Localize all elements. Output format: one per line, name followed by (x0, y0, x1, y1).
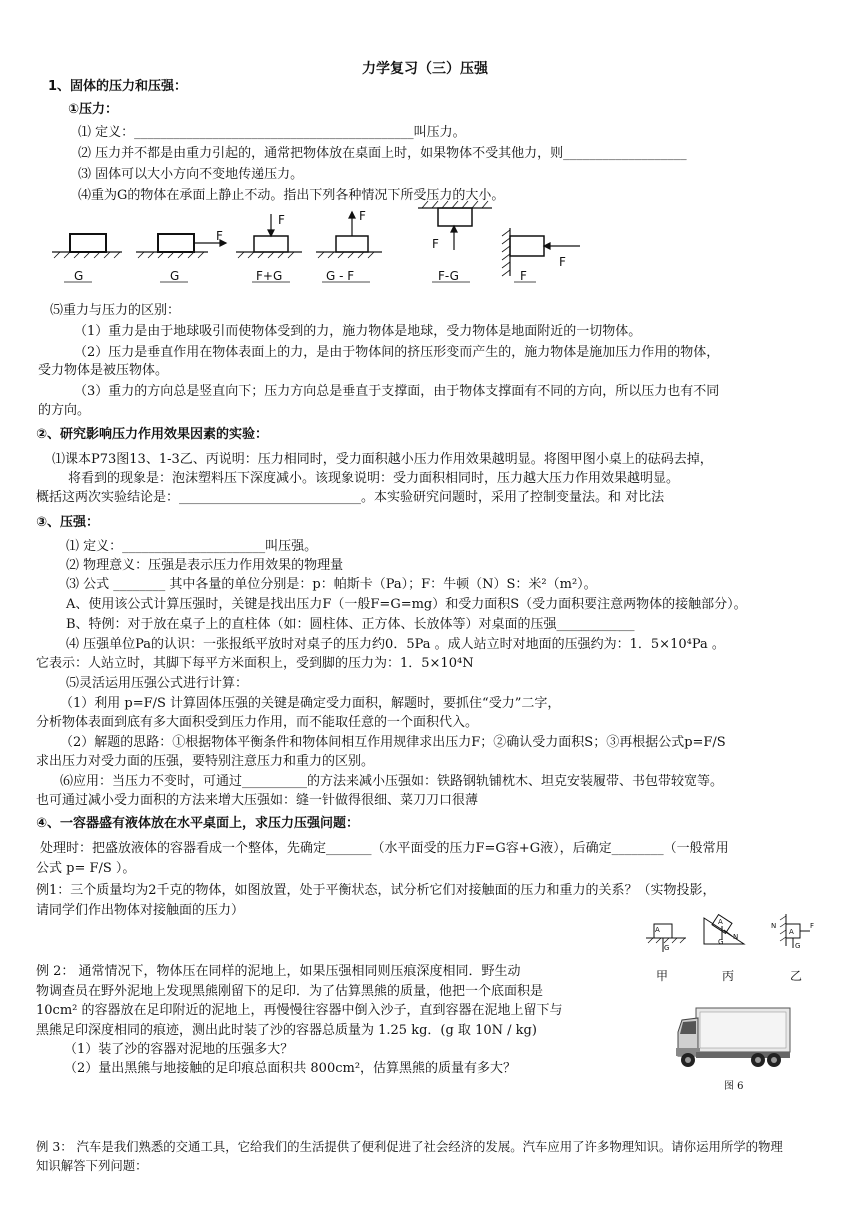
diff-line-4: （3）重力的方向总是竖直向下；压力方向总是垂直于支撑面，由于物体支撑面有不同的方向，所以压力也有不同 (74, 384, 720, 399)
diff-line-1: （1）重力是由于地球吸引而使物体受到的力，施力物体是地球，受力物体是地面附近的一切物体。 (74, 324, 642, 339)
subsection-pressure-force: ①压力： (68, 102, 119, 117)
s3-line-9: （1）利用 p=F/S 计算固体压强的关键是确定受力面积，解题时，要抓住“受力”二字， (60, 696, 561, 711)
pressure-force-diagrams (40, 200, 600, 286)
svg-text:G: G (664, 944, 670, 952)
s4-line-2: 公式 p= F/S ）。 (36, 861, 136, 876)
s3-line-8: ⑸灵活运用压强公式进行计算： (66, 676, 249, 691)
s3-line-3: ⑶ 公式 ________ 其中各量的单位分别是：p：帕斯卡（Pa）；F：牛顿（N）S：米²（m²）。 (66, 577, 597, 592)
ex1-line-2: 请同学们作出物体对接触面的压力） (36, 903, 245, 918)
s3-line-14: 也可通过减小受力面积的方法来增大压强如：缝一针做得很细、菜刀刀口很薄 (36, 793, 479, 808)
svg-text:G: G (718, 938, 724, 946)
fig-label-2: G (170, 269, 180, 283)
ex2-question-1: （1）装了沙的容器对泥地的压强多大？ (64, 1042, 294, 1057)
diff-line-2: （2）压力是垂直作用在物体表面上的力，是由于物体间的挤压形变而产生的，施力物体是施加压力作用的物体， (74, 345, 720, 360)
s3-line-2: ⑵ 物理意义：压强是表示压力作用效果的物理量 (66, 558, 344, 573)
ex2-question-2: （2）量出黑熊与地接触的足印痕总面积共 800cm²，估算黑熊的质量有多大？ (64, 1061, 517, 1076)
section-2-heading: ②、研究影响压力作用效果因素的实验： (36, 427, 269, 442)
svg-text:A: A (655, 926, 660, 934)
caption-bing: 丙 (722, 969, 735, 983)
ex2-line-1: 例 2： 通常情况下，物体压在同样的泥地上，如果压强相同则压痕深度相同．野生动 (36, 964, 521, 979)
ex1-line-1: 例1：三个质量均为2千克的物体，如图放置，处于平衡状态，试分析它们对接触面的压力和重力的关系？（实物投影， (36, 883, 716, 898)
fig-label-5: F-G (438, 269, 459, 283)
s3-line-11: （2）解题的思路：①根据物体平衡条件和物体间相互作用规律求出压力F；②确认受力面积S；③再根据公式p=F/S (60, 735, 726, 750)
svg-text:F: F (810, 922, 815, 930)
s2-line-3: 概括这两次实验结论是：____________________________。本实验研究问题时，采用了控制变量法。和 对比法 (36, 490, 665, 505)
svg-text:A: A (718, 918, 723, 926)
svg-text:F: F (432, 237, 439, 251)
svg-text:N: N (771, 922, 777, 930)
svg-text:N: N (733, 933, 739, 941)
s3-line-6: ⑷ 压强单位Pa的认识：一张报纸平放时对桌子的压力约0．5Pa 。成人站立时对地面的压强约为：1．5×10⁴Pa 。 (66, 637, 725, 652)
fig-label-3: F+G (256, 269, 283, 283)
ex2-line-3: 10cm² 的容器放在足印附近的泥地上，再慢慢往容器中倒入沙子，直到容器在泥地上留下与 (36, 1003, 563, 1018)
ex3-line-1: 例 3： 汽车是我们熟悉的交通工具，它给我们的生活提供了便利促进了社会经济的发展。汽车应用了许多物理知识。请你运用所学的物理 (36, 1139, 783, 1154)
section-1-heading: 1、固体的压力和压强： (48, 79, 188, 94)
figure-6-caption: 图 6 (724, 1081, 744, 1092)
example1-figure (640, 912, 840, 986)
svg-text:F: F (559, 255, 566, 269)
fig-label-1: G (74, 269, 84, 283)
diff-line-3: 受力物体是被压物体。 (38, 363, 169, 378)
fig-force-label-2: F (216, 229, 223, 243)
svg-text:A: A (789, 928, 794, 936)
s3-line-13: ⑹应用：当压力不变时，可通过__________的方法来减小压强如：铁路钢轨铺枕木、坦克安装履带、书包带较宽等。 (60, 774, 724, 789)
caption-yi: 乙 (790, 969, 803, 983)
svg-text:F: F (278, 213, 285, 227)
s3-line-1: ⑴ 定义：______________________叫压强。 (66, 539, 318, 554)
s3-line-4: A、使用该公式计算压强时，关键是找出压力F（一般F=G=mg）和受力面积S（受力面积要注意两物体的接触部分）。 (66, 597, 747, 612)
ex2-line-2: 物调查员在野外泥地上发现黑熊刚留下的足印．为了估算黑熊的质量，他把一个底面积是 (36, 984, 544, 999)
s3-line-5: B、特例：对于放在桌子上的直柱体（如：圆柱体、正方体、长放体等）对桌面的压强____________ (66, 617, 635, 632)
section-4-heading: ④、一容器盛有液体放在水平桌面上，求压力压强问题： (36, 816, 360, 831)
s3-line-7: 它表示：人站立时，其脚下每平方米面积上，受到脚的压力为：1．5×10⁴N (36, 656, 474, 671)
s1-line-3: ⑶ 固体可以大小方向不变地传递压力。 (78, 167, 304, 182)
diff-line-5: 的方向。 (38, 403, 91, 418)
s2-line-2: 将看到的现象是：泡沫塑料压下深度减小。该现象说明：受力面积相同时，压力越大压力作用效果越明显。 (68, 471, 680, 486)
diff-heading: ⑸重力与压力的区别： (50, 303, 181, 318)
s4-line-1: 处理时：把盛放液体的容器看成一个整体，先确定_______（水平面受的压力F=G容+G液），后确定________（一般常用 (40, 841, 729, 856)
fig-label-6: F (520, 269, 527, 283)
s1-line-4: ⑷重为G的物体在承面上静止不动。指出下列各种情况下所受压力的大小。 (78, 188, 505, 203)
ex3-line-2: 知识解答下列问题： (36, 1158, 148, 1173)
s1-line-2: ⑵ 压力并不都是由重力引起的，通常把物体放在桌面上时，如果物体不受其他力，则___________________ (78, 146, 687, 161)
svg-text:F: F (359, 209, 366, 223)
caption-jia: 甲 (656, 969, 669, 983)
fig-label-4: G - F (326, 269, 355, 283)
section-3-heading: ③、压强： (36, 515, 100, 530)
page-title: 力学复习（三）压强 (362, 61, 488, 77)
s3-line-10: 分析物体表面到底有多大面积受到压力作用，而不能取任意的一个面积代入。 (36, 715, 479, 730)
truck-illustration (674, 1004, 794, 1074)
s3-line-12: 求出压力对受力面的压强，要特别注意压力和重力的区别。 (36, 754, 375, 769)
s2-line-1: ⑴课本P73图13、1-3乙、丙说明：压力相同时，受力面积越小压力作用效果越明显。将图甲图小桌上的砝码去掉， (52, 452, 713, 467)
ex2-line-4: 黑熊足印深度相同的痕迹，测出此时装了沙的容器总质量为 1.25 kg．(g 取 10N / kg) (36, 1023, 537, 1038)
s1-line-1: ⑴ 定义：___________________________________________叫压力。 (78, 125, 466, 140)
svg-text:G: G (795, 942, 801, 950)
